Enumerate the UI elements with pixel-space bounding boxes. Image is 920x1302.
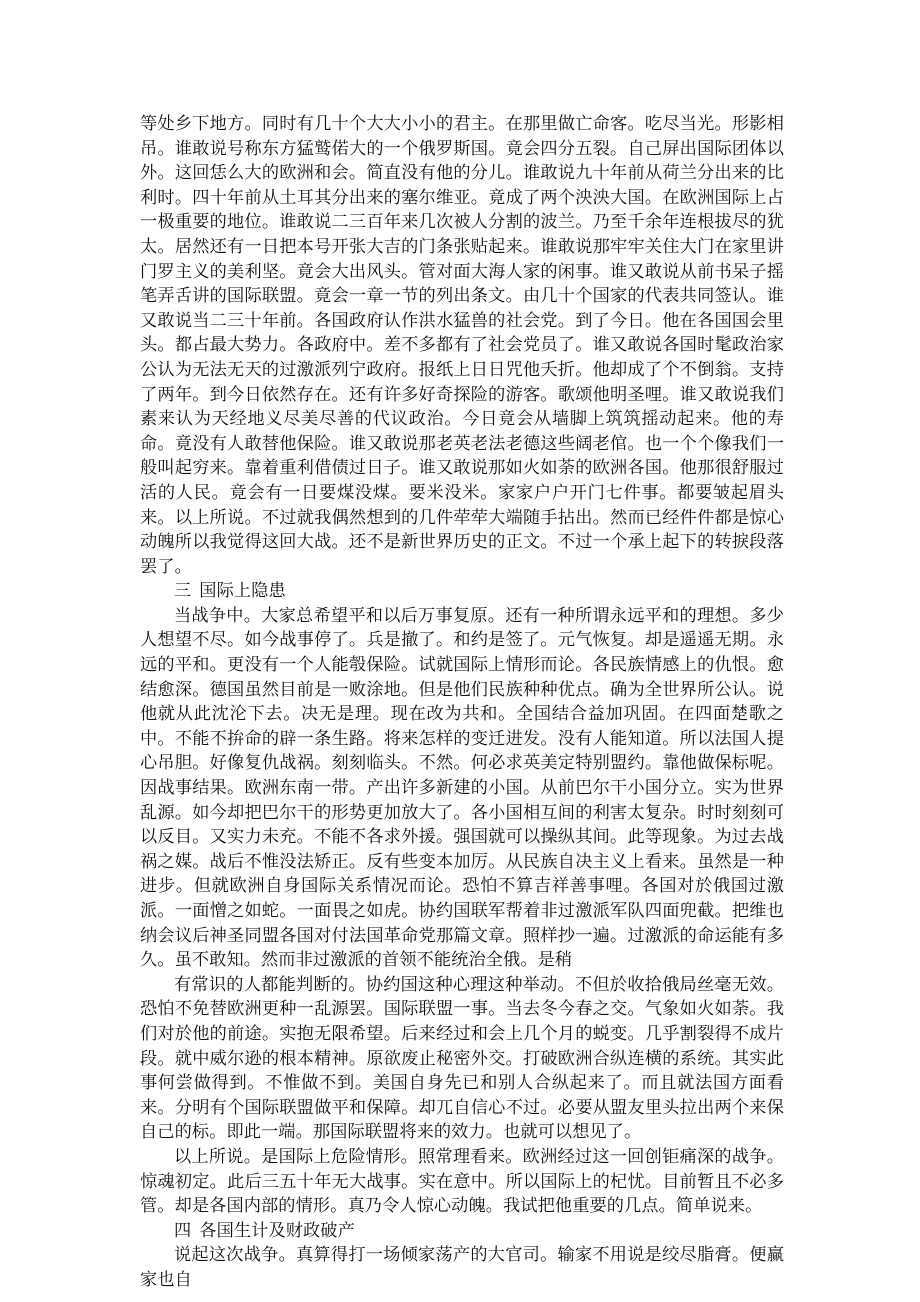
section-heading-3 [140, 579, 784, 604]
paragraph: 有常识的人都能判断的。协约国这种心理这种举动。不但於收拾俄局丝毫无效。恐怕不免替欧洲更种一乱源罢。国际联盟一事。当去冬今春之交。气象如火如荼。我们对於他的前途。实抱无限希望。后来经过和会上几个月的蜕变。几乎割裂得不成片段。就中威尔逊的根本精神。原欲废止秘密外交。打破欧洲合纵连横的系统。其实此事何尝做得到。不惟做不到。美国自身先已和别人合纵起来了。而且就法国方面看来。分明有个国际联盟做平和保障。却兀自信心不过。必要从盟友里头拉出两个来保自己的标。即此一端。那国际联盟将来的效力。也就可以想见了。 [140, 974, 784, 1143]
section-heading-4 [140, 1219, 784, 1244]
section-number: 四 [174, 1220, 192, 1241]
paragraph-continuation: 等处乡下地方。同时有几十个大大小小的君主。在那里做亡命客。吃尽当光。形影相吊。谁敢说号称东方猛鹫偌大的一个俄罗斯国。竟会四分五裂。自己屏出国际团体以外。这回恁么大的欧洲和会。简直没有他的分儿。谁敢说九十年前从荷兰分出来的比利时。四十年前从土耳其分出来的塞尔维亚。竟成了两个泱泱大国。在欧洲国际上占一极重要的地位。谁敢说二三百年来几次被人分割的波兰。乃至千余年连根拔尽的犹太。居然还有一日把本号开张大吉的门条张贴起来。谁敢说那牢牢关住大门在家里讲门罗主义的美利坚。竟会大出风头。管对面大海人家的闲事。谁又敢说从前书呆子摇笔弄舌讲的国际联盟。竟会一章一节的列出条文。由几十个国家的代表共同签认。谁又敢说当二三十年前。各国政府认作洪水猛兽的社会党。到了今日。他在各国国会里头。都占最大势力。各政府中。差不多都有了社会党员了。谁又敢说各国时髦政治家公认为无法无天的过激派列宁政府。报纸上日日咒他夭折。他却成了个不倒翁。支持了两年。到今日依然存在。还有许多好奇探险的游客。歌颂他明圣哩。谁又敢说我们素来认为天经地义尽美尽善的代议政治。今日竟会从墙脚上筑筑摇动起来。他的寿命。竟没有人敢替他保险。谁又敢说那老英老法老德这些阔老倌。也一个个像我们一般叫起穷来。靠着重利借债过日子。谁又敢说那如火如荼的欧洲各国。他那很舒服过活的人民。竟会有一日要煤没煤。要米没米。家家户户开门七件事。都要皱起眉头来。以上所说。不过就我偶然想到的几件荦荦大端随手拈出。然而已经件件都是惊心动魄所以我觉得这回大战。还不是新世界历史的正文。不过一个承上起下的转捩段落罢了。 [140, 114, 784, 577]
paragraph: 以上所说。是国际上危险情形。照常理看来。欧洲经过这一回创钜痛深的战争。惊魂初定。此后三五十年无大战事。实在意中。所以国际上的杞忧。目前暂且不必多管。却是各国内部的情形。真乃令人惊心动魄。我试把他重要的几点。简单说来。 [140, 1146, 784, 1217]
document-body [140, 112, 784, 1293]
section-number: 三 [174, 581, 192, 602]
section-title: 各国生计及财政破产 [199, 1220, 355, 1241]
paragraph: 当战争中。大家总希望平和以后万事复原。还有一种所谓永远平和的理想。多少人想望不尽。如今战事停了。兵是撤了。和约是签了。元气恢复。却是遥遥无期。永远的平和。更没有一个人能彀保险。试就国际上情形而论。各民族情感上的仇恨。愈结愈深。德国虽然目前是一败涂地。但是他们民族种种优点。确为全世界所公认。说他就从此沈沦下去。决无是理。现在改为共和。全国结合益加巩固。在四面楚歌之中。不能不拚命的辟一条生路。将来怎样的变迁进发。没有人能知道。所以法国人提心吊胆。好像复仇战祸。刻刻临头。不然。何必求英美定特别盟约。靠他做保标呢。因战事结果。欧洲东南一带。产出许多新建的小国。从前巴尔干小国分立。实为世界乱源。如今却把巴尔干的形势更加放大了。各小国相互间的利害太复杂。时时刻刻可以反目。又实力未充。不能不各求外援。强国就可以操纵其间。此等现象。为过去战祸之媒。战后不惟没法矫正。反有些变本加厉。从民族自决主义上看来。虽然是一种进步。但就欧洲自身国际关系情况而论。恐怕不算吉祥善事哩。各国对於俄国过激派。一面憎之如蛇。一面畏之如虎。协约国联军帮着非过激派军队四面兜截。把维也纳会议后神圣同盟各国对付法国革命党那篇文章。照样抄一遍。过激派的命运能有多久。虽不敢知。然而非过激派的首领不能统治全俄。是稍 [140, 605, 784, 971]
section-title: 国际上隐患 [199, 581, 286, 602]
paragraph: 说起这次战争。真算得打一场倾家荡产的大官司。输家不用说是绞尽脂膏。便赢家也自 [140, 1245, 784, 1290]
